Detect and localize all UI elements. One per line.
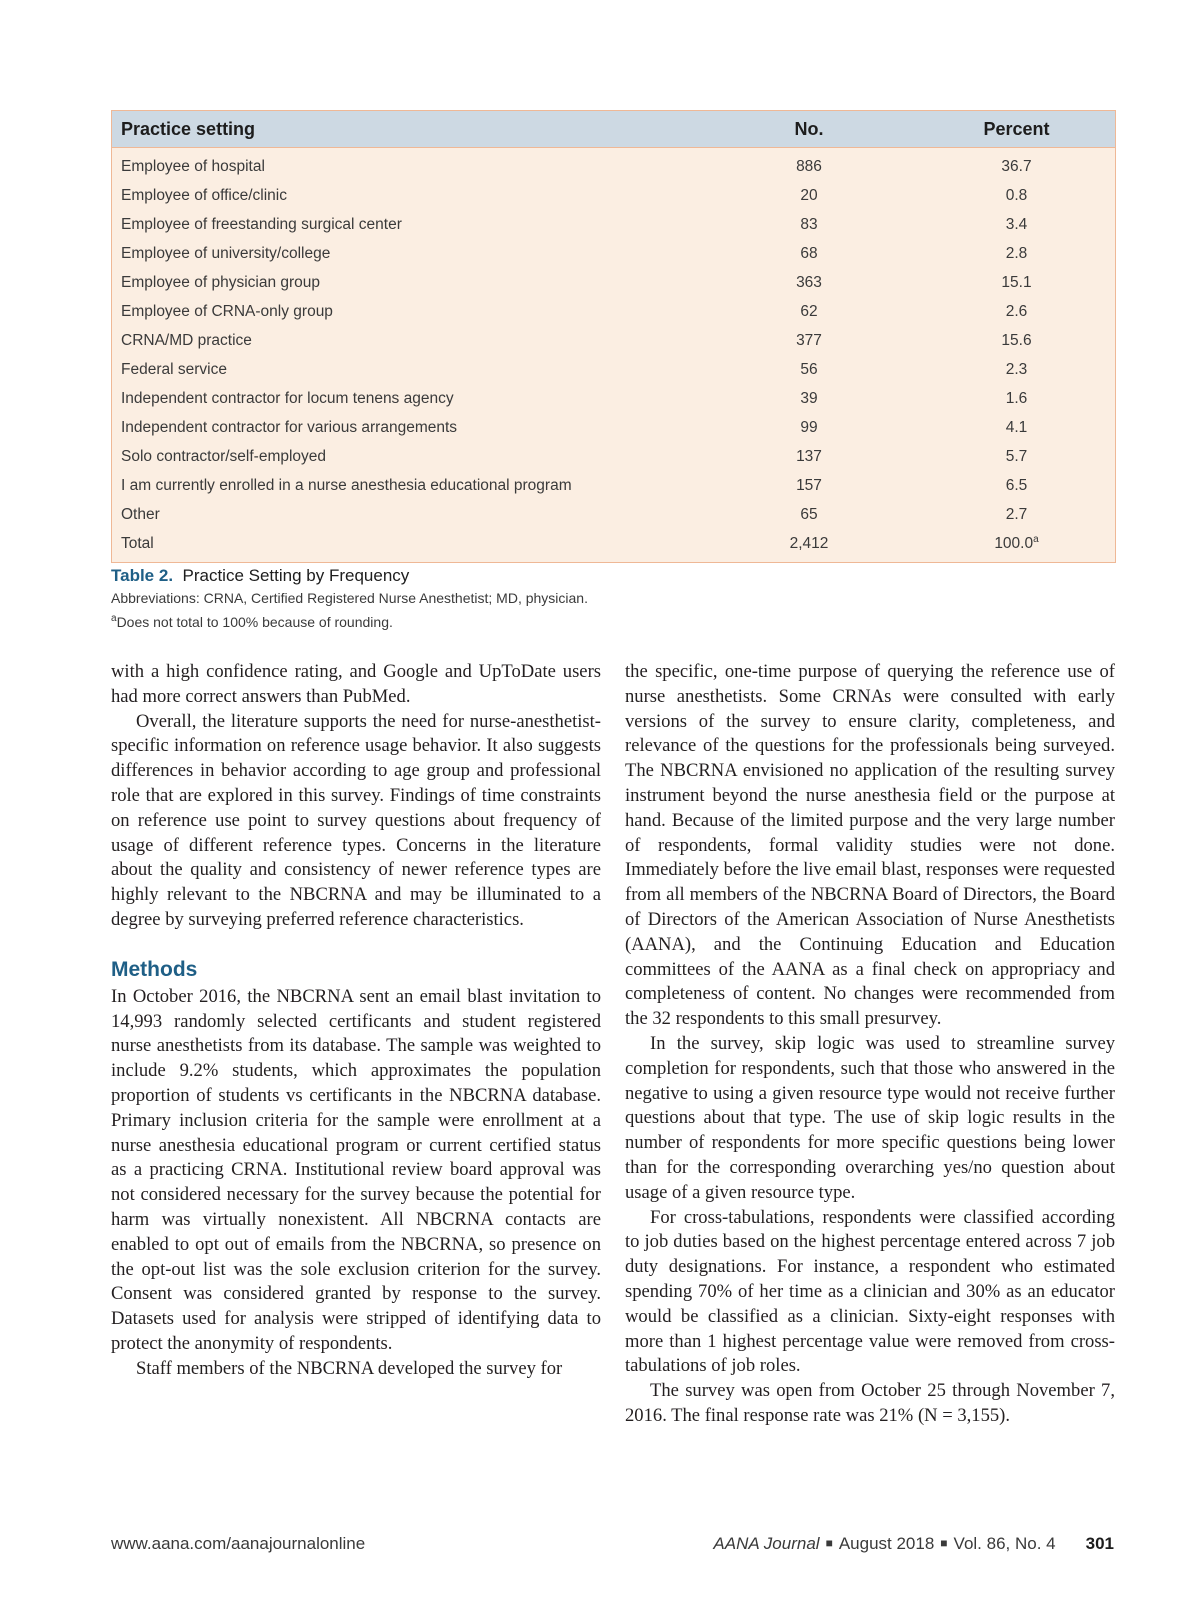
table-row — [112, 148, 1115, 182]
table-caption — [111, 566, 1111, 634]
cell-setting: Independent contractor for various arrangements — [121, 418, 458, 436]
table-row — [112, 500, 1115, 529]
cell-no: 377 — [796, 331, 822, 349]
cell-percent: 36.7 — [1001, 157, 1032, 175]
caption-footnote-line — [111, 610, 1111, 631]
cell-no: 886 — [796, 157, 822, 175]
cell-total-label: Total — [121, 534, 154, 552]
issue-date: August 2018 — [838, 1534, 935, 1553]
paragraph: Staff members of the NBCRNA developed the survey for — [136, 1357, 563, 1379]
table-row — [112, 355, 1115, 384]
cell-setting: I am currently enrolled in a nurse anesthesia educational program — [121, 476, 572, 494]
left-column — [111, 660, 601, 1382]
table-header-row — [112, 111, 1115, 148]
cell-percent: 15.1 — [1001, 273, 1032, 291]
cell-percent: 4.1 — [1005, 418, 1028, 436]
cell-setting: CRNA/MD practice — [121, 331, 252, 349]
cell-setting: Employee of hospital — [121, 157, 265, 175]
page-number: 301 — [1085, 1534, 1114, 1553]
caption-title: Practice Setting by Frequency — [182, 566, 410, 585]
cell-percent: 2.6 — [1005, 302, 1028, 320]
cell-setting: Employee of physician group — [121, 273, 321, 291]
paragraph: In the survey, skip logic was used to streamline survey completion for respondents, such that those who answered in the negative to using a given resource type would not receive further questions about that type. The use of skip logic results in the number of respondents for more specific questions being lower than for the corresponding overarching yes/no question about usage of a given resource type. — [625, 1032, 1115, 1203]
paragraph: For cross-tabulations, respondents were classified according to job duties based on the highest percentage entered across 7 job duty designations. For instance, a respondent who estimated spending 70% of her time as a clinician and 30% as an educator would be classified as a clinician. Sixty-eight responses with more than 1 highest percentage value were removed from cross-tabulations of job roles. — [625, 1206, 1115, 1377]
caption-label: Table 2. — [111, 566, 174, 585]
section-heading-methods: Methods — [111, 957, 198, 981]
practice-setting-table — [111, 110, 1116, 563]
cell-no: 83 — [800, 215, 818, 233]
paragraph: with a high confidence rating, and Google and UpToDate users had more correct answers than PubMed. — [111, 661, 601, 707]
cell-no: 137 — [796, 447, 822, 465]
cell-setting: Solo contractor/self-employed — [121, 447, 327, 465]
caption-abbreviations: Abbreviations: CRNA, Certified Registered Nurse Anesthetist; MD, physician. — [111, 590, 588, 606]
table-row — [112, 297, 1115, 326]
cell-setting: Other — [121, 505, 160, 523]
cell-no: 39 — [800, 389, 818, 407]
footnote-marker: a — [1033, 534, 1039, 545]
table-row — [112, 181, 1115, 210]
caption-footnote: Does not total to 100% because of rounding. — [116, 614, 393, 630]
cell-percent: 6.5 — [1005, 476, 1028, 494]
table-row — [112, 471, 1115, 500]
journal-url: www.aana.com/aanajournalonline — [111, 1534, 366, 1553]
header-no: No. — [700, 111, 918, 148]
cell-setting: Employee of CRNA-only group — [121, 302, 333, 320]
cell-no: 56 — [800, 360, 818, 378]
table-row — [112, 239, 1115, 268]
table-total-row — [112, 529, 1115, 562]
paragraph: In October 2016, the NBCRNA sent an email blast invitation to 14,993 randomly selected certificants and student registered nurse anesthetists from its database. The sample was weighted to include 9.2% students, which approximates the population proportion of students vs certificants in the NBCRNA database. Primary inclusion criteria for the sample were enrollment at a nurse anesthesia educational program or current certified status as a practicing CRNA. Institutional review board approval was not considered necessary for the survey because the potential for harm was virtually nonexistent. All NBCRNA contacts are enabled to opt out of emails from the NBCRNA, so presence on the opt-out list was the sole exclusion criterion for the survey. Consent was considered granted by response to the survey. Datasets used for analysis were stripped of identifying data to protect the anonymity of respondents. — [111, 985, 601, 1354]
cell-setting: Employee of office/clinic — [121, 186, 287, 204]
table-row — [112, 413, 1115, 442]
cell-percent: 2.7 — [1005, 505, 1028, 523]
table-row — [112, 268, 1115, 297]
separator-icon: ■ — [825, 1536, 833, 1550]
table-row — [112, 326, 1115, 355]
cell-percent: 5.7 — [1005, 447, 1028, 465]
paragraph: The survey was open from October 25 through November 7, 2016. The final response rate was 21% (N = 3,155). — [625, 1380, 1115, 1426]
table-row — [112, 442, 1115, 471]
cell-percent: 2.8 — [1005, 244, 1028, 262]
header-practice-setting: Practice setting — [112, 111, 700, 148]
cell-percent: 1.6 — [1005, 389, 1028, 407]
cell-total-no: 2,412 — [789, 534, 829, 552]
caption-title-line — [111, 566, 1111, 586]
cell-percent: 0.8 — [1005, 186, 1028, 204]
volume-info: Vol. 86, No. 4 — [953, 1534, 1056, 1553]
paragraph: Overall, the literature supports the need for nurse-anesthetist-specific information on reference usage behavior. It also suggests differences in behavior according to age group and professional role that are explored in this survey. Findings of time constraints on reference use point to survey questions about frequency of usage of different reference types. Concerns in the literature about the quality and consistency of newer reference types are highly relevant to the NBCRNA and may be illuminated to a degree by surveying preferred reference characteristics. — [111, 710, 601, 930]
cell-no: 363 — [796, 273, 822, 291]
cell-no: 20 — [800, 186, 818, 204]
header-percent: Percent — [918, 111, 1115, 148]
cell-total-percent — [918, 529, 1115, 562]
cell-percent: 3.4 — [1005, 215, 1028, 233]
cell-no: 99 — [800, 418, 818, 436]
table-row — [112, 384, 1115, 413]
journal-info — [713, 1534, 1114, 1554]
data-table — [112, 111, 1115, 562]
total-percent-value: 100.0 — [994, 535, 1034, 552]
cell-setting: Employee of freestanding surgical center — [121, 215, 402, 233]
separator-icon: ■ — [940, 1536, 948, 1550]
caption-footnote-mark: a — [111, 613, 117, 624]
cell-percent: 15.6 — [1001, 331, 1032, 349]
cell-setting: Employee of university/college — [121, 244, 331, 262]
cell-no: 68 — [800, 244, 818, 262]
cell-no: 65 — [800, 505, 818, 523]
cell-no: 157 — [796, 476, 822, 494]
cell-setting: Independent contractor for locum tenens agency — [121, 389, 454, 407]
table-row — [112, 210, 1115, 239]
cell-no: 62 — [800, 302, 818, 320]
cell-setting: Federal service — [121, 360, 227, 378]
right-column — [625, 660, 1115, 1429]
cell-percent: 2.3 — [1005, 360, 1028, 378]
paragraph: the specific, one-time purpose of querying the reference use of nurse anesthetists. Some CRNAs were consulted with early versions of the survey to ensure clarity, completeness, and relevance of the questions for the professionals being surveyed. The NBCRNA envisioned no application of the resulting survey instrument beyond the nurse anesthesia field or the purpose at hand. Because of the limited purpose and the very large number of respondents, formal validity studies were not done. Immediately before the live email blast, responses were requested from all members of the NBCRNA Board of Directors, the Board of Directors of the American Association of Nurse Anesthetists (AANA), and the Continuing Education and Education committees of the AANA as a final check on appropriacy and completeness of content. No changes were recommended from the 32 respondents to this small presurvey. — [625, 661, 1115, 1030]
page-footer — [111, 1534, 1114, 1558]
journal-name: AANA Journal — [713, 1534, 820, 1553]
